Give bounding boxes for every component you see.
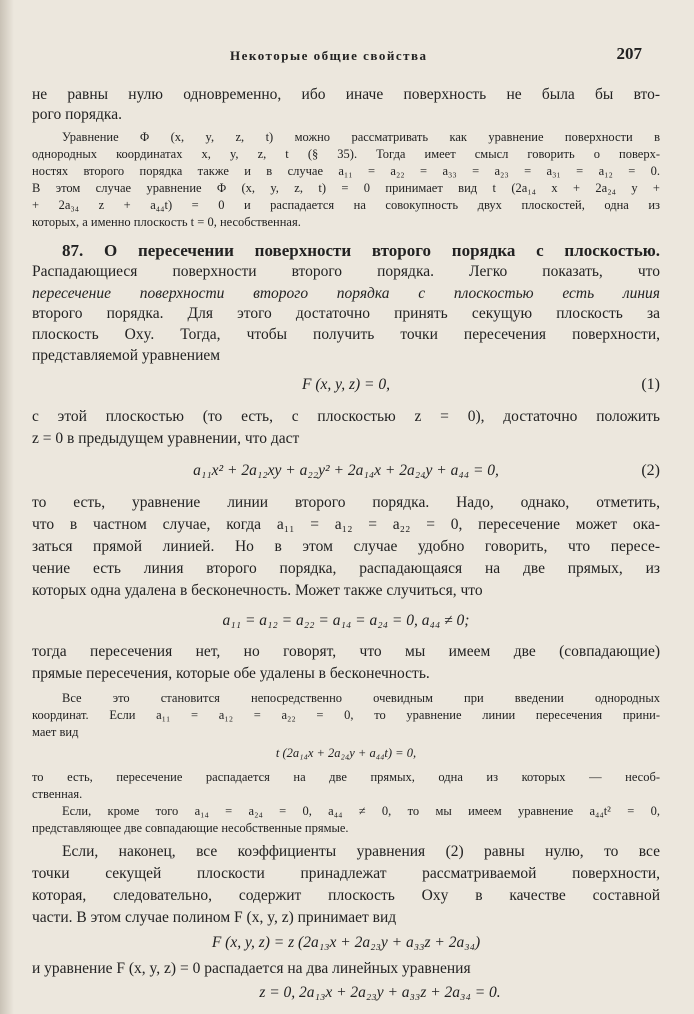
text-line: что в частном случае, когда a₁₁ = a₁₂ = a₂₂ = 0, пересечение может ока- xyxy=(32,516,660,533)
text-line: с этой плоскостью (то есть, с плоскостью z = 0), достаточно положить xyxy=(32,408,660,425)
page-number: 207 xyxy=(616,44,642,63)
text-line: Распадающиеся поверхности второго порядка. Легко показать, что xyxy=(32,263,660,280)
note-line: Уравнение Φ (x, y, z, t) можно рассматривать как уравнение поверхности в xyxy=(62,130,660,144)
text-line: которая, следовательно, содержит плоскость Oxy в качестве составной xyxy=(32,887,660,904)
text-line: рого порядка. xyxy=(32,106,122,123)
text-line: второго порядка. Для этого достаточно принять секущую плоскость за xyxy=(32,305,660,322)
page-header xyxy=(0,44,694,66)
text-line: z = 0 в предыдущем уравнении, что даст xyxy=(32,430,300,447)
note-line: однородных координатах x, y, z, t (§ 35). Тогда имеет смысл говорить о поверх- xyxy=(32,147,660,161)
note-line: В этом случае уравнение Φ (x, y, z, t) = 0 принимает вид t (2a₁₄ x + 2a₂₄ y + xyxy=(32,181,660,195)
note-line: представляющее две совпадающие несобственные прямые. xyxy=(32,821,349,835)
note-line: которых, а именно плоскость t = 0, несобственная. xyxy=(32,215,301,229)
text-line: и уравнение F (x, y, z) = 0 распадается на два линейных уравнения xyxy=(32,960,471,977)
text-line: тогда пересечения нет, но говорят, что мы имеем две (совпадающие) xyxy=(32,643,660,660)
note-line: то есть, пересечение распадается на две прямых, одна из которых — несоб- xyxy=(32,770,660,784)
equation-5: F (x, y, z) = z (2a₁₃x + 2a₂₃y + a₃₃z + 2a₃₄) xyxy=(211,934,481,951)
equation-number-2: (2) xyxy=(641,462,660,479)
note-line: ностях второго порядка также и в случае a₁₁ = a₂₂ = a₃₃ = a₂₃ = a₃₁ = a₁₂ = 0. xyxy=(32,164,660,178)
text-line: Если, наконец, все коэффициенты уравнения (2) равны нулю, то все xyxy=(62,843,660,860)
note-line: + 2a₃₄ z + a₄₄t) = 0 и распадается на совокупность двух плоскостей, одна из xyxy=(32,198,660,212)
note-line: мает вид xyxy=(32,725,79,739)
page-spine-shadow xyxy=(0,0,14,1014)
running-title: Некоторые общие свойства xyxy=(230,48,428,63)
note-line: координат. Если a₁₁ = a₁₂ = a₂₂ = 0, то уравнение линии пересечения прини- xyxy=(32,708,660,722)
theorem-line: пересечение поверхности второго порядка с плоскостью есть линия xyxy=(32,285,660,302)
note-line: Все это становится непосредственно очевидным при введении однородных xyxy=(62,691,660,705)
equation-2: a₁₁x² + 2a₁₂xy + a₂₂y² + 2a₁₄x + 2a₂₄y + a₄₄ = 0, xyxy=(193,462,499,479)
text-line: которых одна удалена в бесконечность. Может также случиться, что xyxy=(32,582,483,599)
text-line: представляемой уравнением xyxy=(32,347,221,364)
text-line: чение есть линия второго порядка, распадающаяся на две прямых, из xyxy=(32,560,660,577)
text-line: не равны нулю одновременно, ибо иначе поверхность не была бы вто- xyxy=(32,86,660,103)
equation-1: F (x, y, z) = 0, xyxy=(302,376,390,393)
text-line: прямые пересечения, которые обе удалены в бесконечность. xyxy=(32,665,430,682)
note-line: Если, кроме того a₁₄ = a₂₄ = 0, a₄₄ ≠ 0, то мы имеем уравнение a₄₄t² = 0, xyxy=(62,804,660,818)
equation-3: a₁₁ = a₁₂ = a₂₂ = a₁₄ = a₂₄ = 0, a₄₄ ≠ 0; xyxy=(222,612,470,629)
equation-number-1: (1) xyxy=(641,376,660,393)
text-line: точки секущей плоскости принадлежат рассматриваемой поверхности, xyxy=(32,865,660,882)
equation-6: z = 0, 2a₁₃x + 2a₂₃y + a₃₃z + 2a₃₄ = 0. xyxy=(259,984,501,1001)
text-line: то есть, уравнение линии второго порядка. Надо, однако, отметить, xyxy=(32,494,660,511)
text-line: части. В этом случае полином F (x, y, z) принимает вид xyxy=(32,909,397,926)
note-line: ственная. xyxy=(32,787,83,801)
text-line: заться прямой линией. Но в этом случае удобно говорить, что пересе- xyxy=(32,538,660,555)
equation-4: t (2a₁₄x + 2a₂₄y + a₄₄t) = 0, xyxy=(275,746,417,760)
section-heading: 87. О пересечении поверхности второго порядка с плоскостью. xyxy=(62,241,660,260)
text-line: плоскость Oxy. Тогда, чтобы получить точки пересечения поверхности, xyxy=(32,326,660,343)
